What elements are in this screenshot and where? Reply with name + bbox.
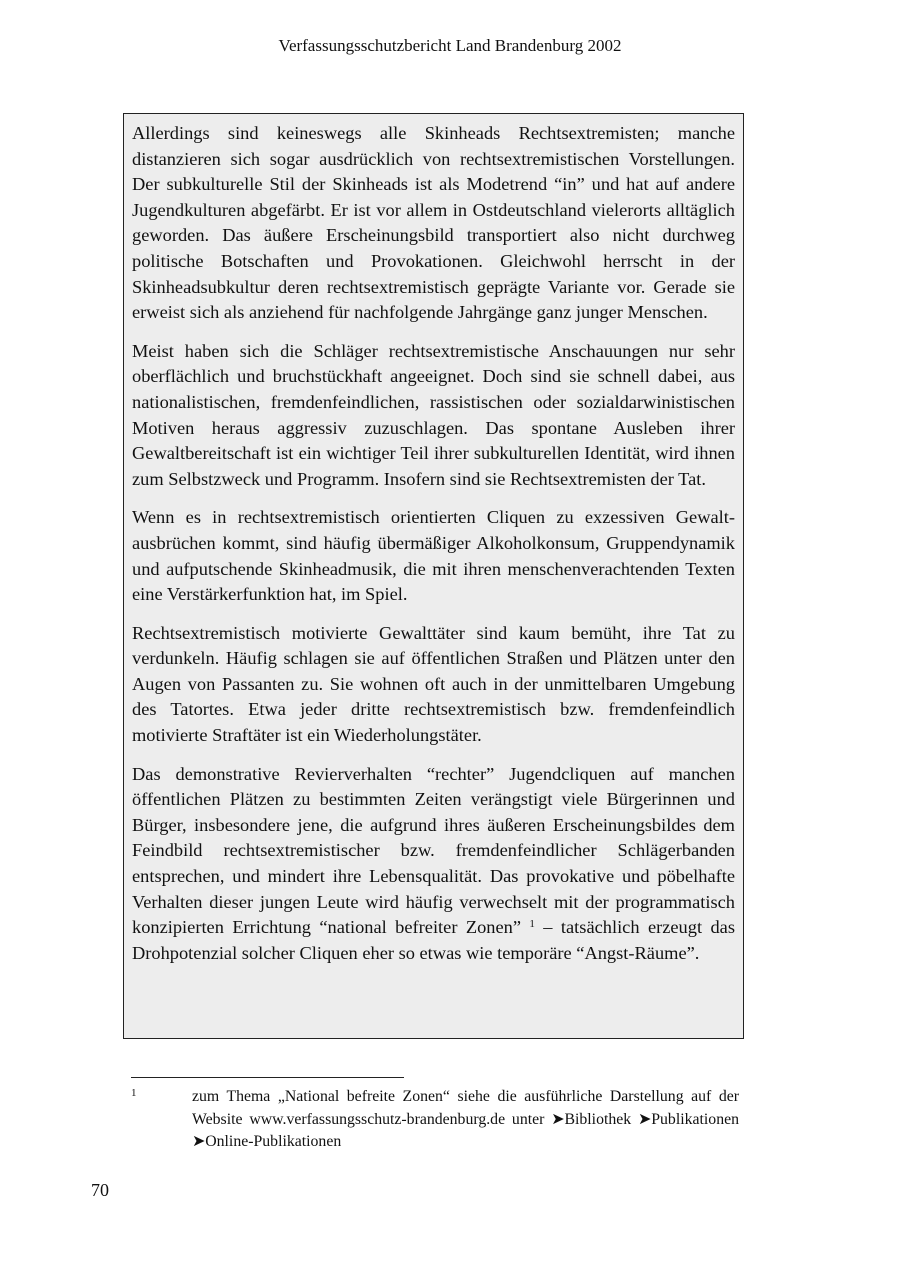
- highlight-box: [123, 113, 744, 1039]
- page-number: 70: [91, 1180, 109, 1200]
- box-paragraph-5-part-a: Das demonstrative Revierverhalten “rechter” Jugendcliquen auf manchen öffentlichen Plätzen zu bestimmten Zeiten verängstigt viele Bürgerinnen und Bürger, insbesondere jene, die aufgrund ihres äußeren Erscheinungsbildes dem Feindbild rechtsextremistischer bzw. fremdenfeindlicher Schlägerbanden entsprechen, und mindert ihre Lebensqualität. Das provokative und pöbelhafte Verhalten dieser jungen Leute wird häufig verwechselt mit der programmatisch konzipierten Errichtung “national befreiter Zonen”: [132, 763, 735, 938]
- footnote-text: zum Thema „National befreite Zonen“ siehe die ausführliche Darstellung auf der Website www.verfassungsschutz-brandenburg.de unter ➤Bibliothek ➤Publikationen ➤Online-Publikationen: [192, 1088, 739, 1150]
- footnote-divider: [131, 1077, 404, 1078]
- box-paragraph-5-part-b: – tatsächlich erzeugt das Drohpotenzial solcher Cliquen eher so etwas wie temporäre “Angst-Räume”.: [132, 917, 735, 963]
- footnote-reference[interactable]: 1: [529, 918, 535, 931]
- box-paragraph-4: Rechtsextremistisch motivierte Gewalttäter sind kaum bemüht, ihre Tat zu verdunkeln. Häufig schlagen sie auf öffentlichen Straßen und Plätzen unter den Augen von Passanten zu. Sie wohnen oft auch in der unmittelbaren Umgebung des Tatortes. Etwa jeder dritte rechtsextremistisch bzw. fremdenfeindlich motivierte Straftäter ist ein Wiederholungstäter.: [132, 622, 735, 746]
- footnote-number: 1: [131, 1087, 137, 1099]
- running-header: Verfassungsschutzbericht Land Brandenburg 2002: [278, 36, 622, 55]
- box-paragraph-2: Meist haben sich die Schläger rechtsextremistische Anschauungen nur sehr oberflächlich und bruchstückhaft angeeignet. Doch sind sie schnell dabei, aus nationalistischen, fremdenfeindlichen, rassistischen oder sozialdarwinistischen Motiven heraus aggressiv zuzuschlagen. Das spontane Ausleben ihrer Gewaltbereitschaft ist ein wichtiger Teil ihrer subkulturellen Identität, wird ihnen zum Selbstzweck und Programm. Insofern sind sie Rechtsextremisten der Tat.: [132, 340, 735, 489]
- box-paragraph-1: Allerdings sind keineswegs alle Skinheads Rechtsextremisten; manche distanzieren sich sogar ausdrücklich von rechtsextremistischen Vorstellungen. Der subkulturelle Stil der Skinheads ist als Modetrend “in” und hat auf andere Jugendkulturen abgefärbt. Er ist vor allem in Ostdeutschland vielerorts alltäglich geworden. Das äußere Erscheinungsbild transportiert also nicht durchweg politische Botschaften und Provokationen. Gleichwohl herrscht in der Skinheadsubkultur deren rechtsextremistisch geprägte Variante vor. Gerade sie erweist sich als anziehend für nachfolgende Jahrgänge ganz junger Menschen.: [132, 123, 735, 323]
- box-paragraph-3: Wenn es in rechtsextremistisch orientierten Cliquen zu exzessiven Gewaltausbrüchen kommt, sind häufig übermäßiger Alkoholkonsum, Gruppendynamik und aufputschende Skinheadmusik, die mit ihren menschenverachtenden Texten eine Verstärkerfunktion hat, im Spiel.: [132, 507, 735, 605]
- box-paragraph-5: [132, 762, 735, 967]
